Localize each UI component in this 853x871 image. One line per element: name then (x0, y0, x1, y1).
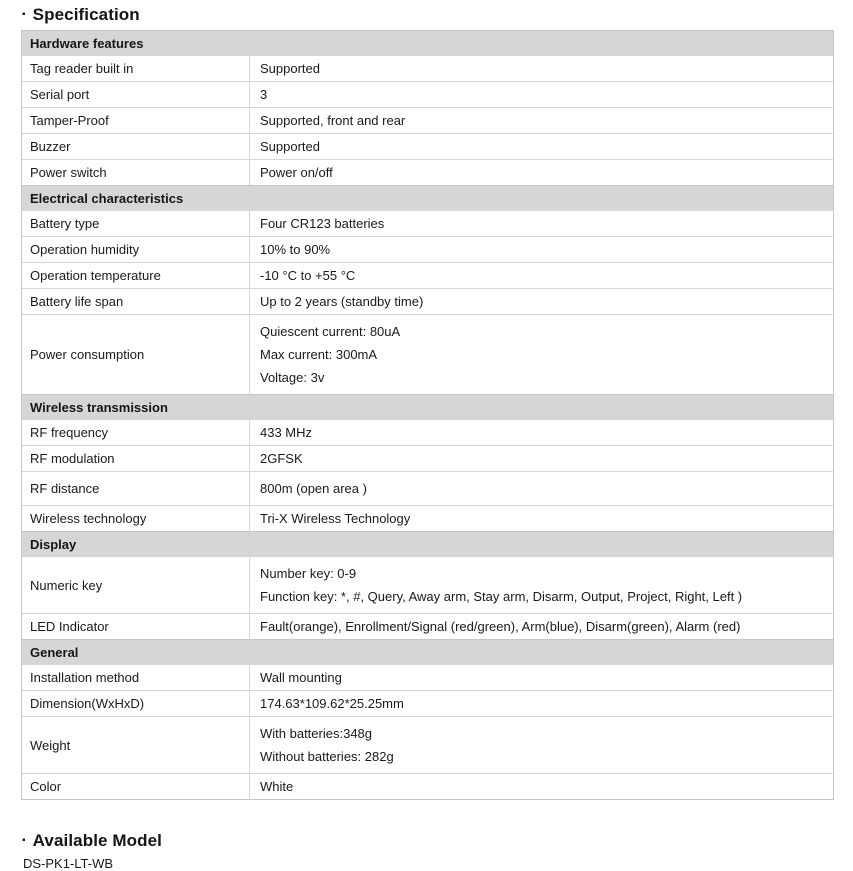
square-bullet-icon: ▪ (22, 8, 26, 20)
spec-value-line: White (260, 778, 294, 794)
section-header: Electrical characteristics (22, 185, 833, 210)
spec-label: Installation method (22, 665, 250, 690)
spec-value (250, 263, 833, 288)
spec-value-line: Wall mounting (260, 669, 342, 685)
spec-label: Battery type (22, 211, 250, 236)
spec-value-line: 433 MHz (260, 424, 313, 440)
spec-row (22, 716, 833, 773)
spec-label: LED Indicator (22, 614, 250, 639)
spec-value (250, 134, 833, 159)
spec-row (22, 445, 833, 471)
spec-value (250, 315, 833, 394)
spec-value-line: Voltage: 3v (260, 370, 325, 385)
spec-value (250, 211, 833, 236)
spec-value-line: Supported (260, 138, 320, 154)
spec-row (22, 107, 833, 133)
spec-label: Tag reader built in (22, 56, 250, 81)
spec-value-line: Max current: 300mA (260, 347, 378, 362)
spec-value (250, 108, 833, 133)
spec-value (250, 717, 833, 773)
spec-label: Dimension(WxHxD) (22, 691, 250, 716)
spec-row (22, 505, 833, 531)
section-header: Hardware features (22, 30, 833, 55)
spec-value-line: 800m (open area ) (260, 480, 367, 496)
spec-value-line: 2GFSK (260, 450, 303, 466)
spec-label: Color (22, 774, 250, 799)
spec-row (22, 81, 833, 107)
spec-value-line: Quiescent current: 80uA (260, 324, 401, 339)
model-number: DS-PK1-LT-WB (23, 856, 114, 871)
spec-value-line: Four CR123 batteries (260, 215, 385, 231)
spec-value-line: Function key: *, #, Query, Away arm, Stay arm, Disarm, Output, Project, Right, Left ) (260, 589, 743, 604)
spec-row (22, 55, 833, 81)
spec-row (22, 210, 833, 236)
spec-value-line: Power on/off (260, 164, 333, 180)
spec-value-line: Supported, front and rear (260, 112, 406, 128)
spec-label: Buzzer (22, 134, 250, 159)
spec-value (250, 774, 833, 799)
spec-value (250, 557, 833, 613)
spec-value-line: 174.63*109.62*25.25mm (260, 695, 404, 711)
spec-value (250, 691, 833, 716)
specification-heading-label: Specification (32, 5, 140, 24)
available-model-heading (22, 831, 834, 851)
spec-label: Power switch (22, 160, 250, 185)
spec-label: Power consumption (22, 315, 250, 394)
spec-value (250, 614, 833, 639)
spec-table (21, 30, 834, 800)
specification-heading (22, 5, 834, 25)
spec-value-line: 10% to 90% (260, 241, 331, 257)
spec-value (250, 289, 833, 314)
spec-row (22, 613, 833, 639)
spec-row (22, 690, 833, 716)
spec-value-line: 3 (260, 86, 268, 102)
spec-row (22, 773, 833, 799)
spec-row (22, 262, 833, 288)
spec-value (250, 82, 833, 107)
spec-value (250, 160, 833, 185)
spec-value-line: Fault(orange), Enrollment/Signal (red/green), Arm(blue), Disarm(green), Alarm (red) (260, 618, 741, 634)
section-header: General (22, 639, 833, 664)
spec-value-line: Number key: 0-9 (260, 566, 357, 581)
spec-row (22, 419, 833, 445)
spec-row (22, 288, 833, 314)
spec-value-line: Supported (260, 60, 320, 76)
spec-label: Tamper-Proof (22, 108, 250, 133)
spec-label: RF frequency (22, 420, 250, 445)
spec-label: Serial port (22, 82, 250, 107)
spec-value (250, 472, 833, 505)
spec-row (22, 471, 833, 505)
spec-row (22, 133, 833, 159)
spec-label: Operation humidity (22, 237, 250, 262)
spec-label: RF distance (22, 472, 250, 505)
section-header: Display (22, 531, 833, 556)
spec-value-line: Up to 2 years (standby time) (260, 293, 424, 309)
spec-label: Numeric key (22, 557, 250, 613)
available-model-heading-label: Available Model (32, 831, 163, 850)
spec-value (250, 446, 833, 471)
spec-value (250, 420, 833, 445)
spec-label: Wireless technology (22, 506, 250, 531)
spec-value (250, 665, 833, 690)
spec-value-line: -10 °C to +55 °C (260, 267, 356, 283)
spec-value (250, 56, 833, 81)
spec-value (250, 506, 833, 531)
spec-row (22, 664, 833, 690)
spec-value-line: With batteries:348g (260, 726, 373, 741)
spec-label: RF modulation (22, 446, 250, 471)
spec-label: Weight (22, 717, 250, 773)
spec-row (22, 314, 833, 394)
spec-row (22, 556, 833, 613)
spec-label: Operation temperature (22, 263, 250, 288)
spec-row (22, 236, 833, 262)
spec-value-line: Without batteries: 282g (260, 749, 394, 764)
section-header: Wireless transmission (22, 394, 833, 419)
square-bullet-icon: ▪ (22, 834, 26, 846)
spec-value-line: Tri-X Wireless Technology (260, 510, 411, 526)
spec-value (250, 237, 833, 262)
spec-row (22, 159, 833, 185)
spec-label: Battery life span (22, 289, 250, 314)
